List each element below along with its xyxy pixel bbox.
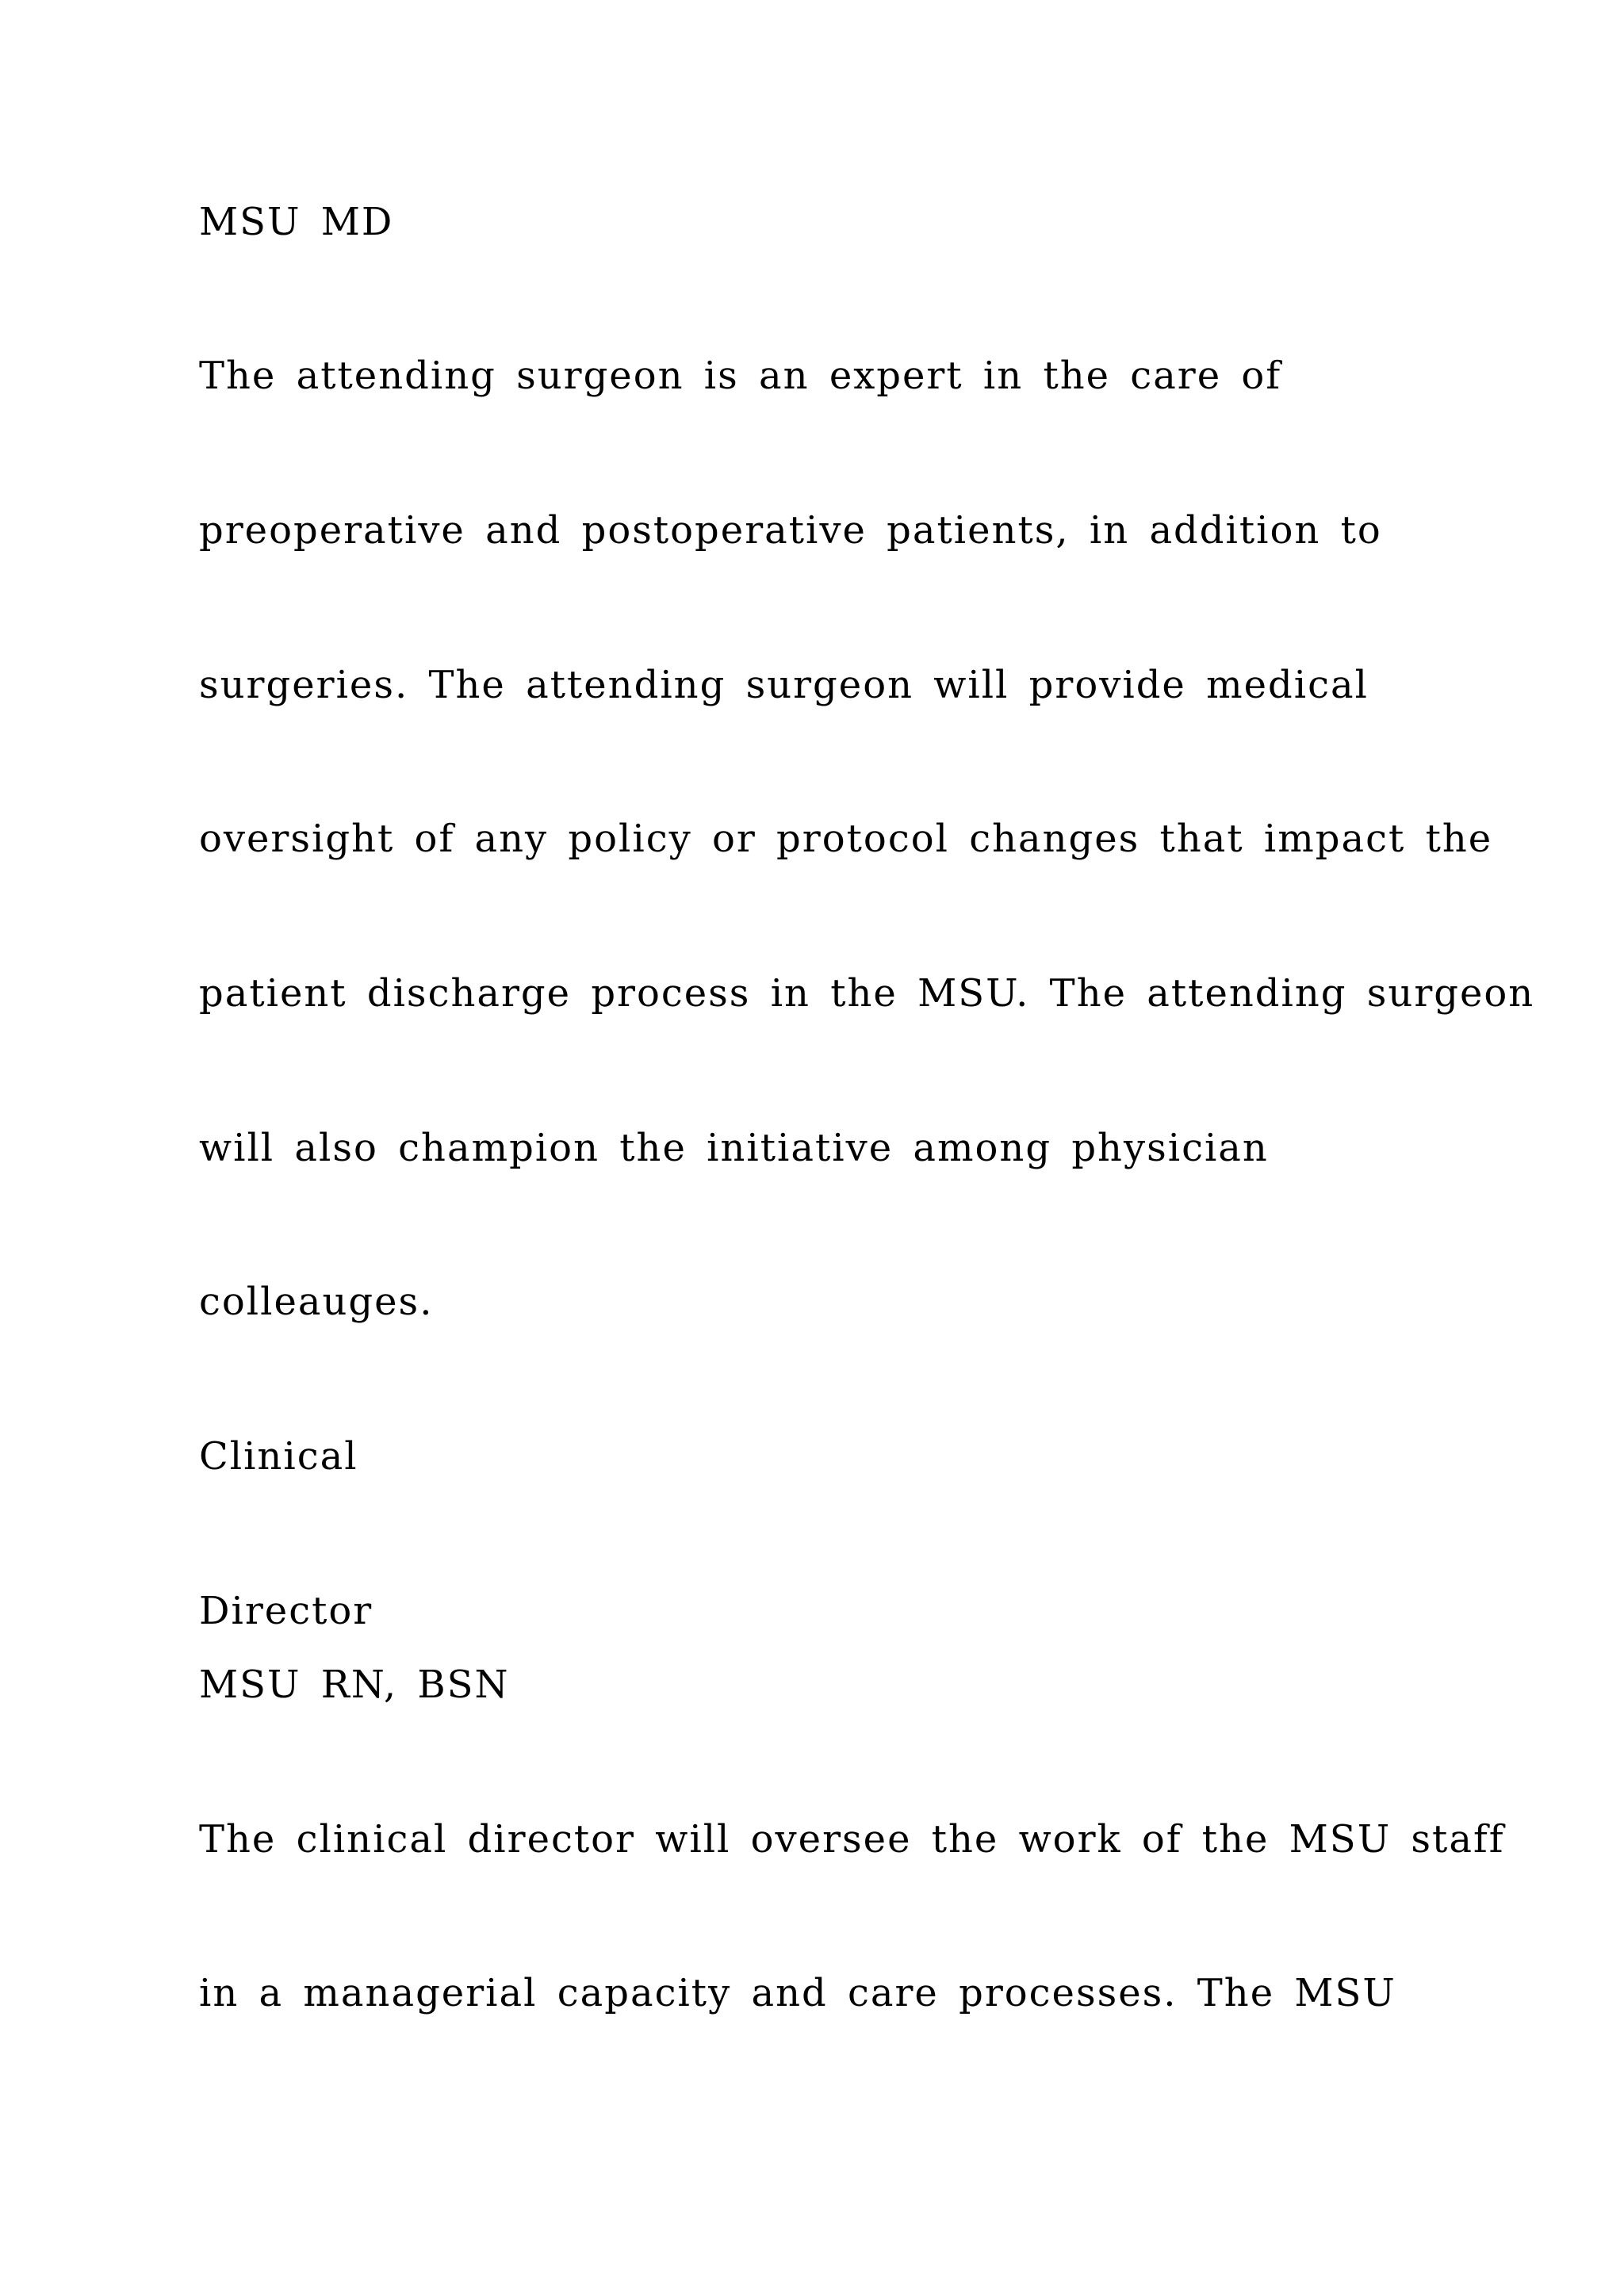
text-line: preoperative and postoperative patients, in addition to bbox=[199, 508, 1382, 553]
text-line: patient discharge process in the MSU. The attending surgeon bbox=[199, 971, 1535, 1016]
text-line: The clinical director will oversee the work of the MSU staff bbox=[199, 1817, 1505, 1862]
text-line: colleauges. bbox=[199, 1280, 434, 1324]
text-line: in a managerial capacity and care processes. The MSU bbox=[199, 1971, 1396, 2015]
text-line: surgeries. The attending surgeon will provide medical bbox=[199, 663, 1369, 707]
text-line: will also champion the initiative among physician bbox=[199, 1126, 1269, 1170]
text-line-role-title: MSU RN, BSN bbox=[199, 1663, 510, 1707]
text-line-heading: Clinical bbox=[199, 1434, 358, 1479]
text-line: The attending surgeon is an expert in the care of bbox=[199, 354, 1282, 398]
text-line: oversight of any policy or protocol changes that impact the bbox=[199, 817, 1493, 861]
text-line-heading: Director bbox=[199, 1589, 373, 1633]
text-line-role-title: MSU MD bbox=[199, 200, 394, 244]
